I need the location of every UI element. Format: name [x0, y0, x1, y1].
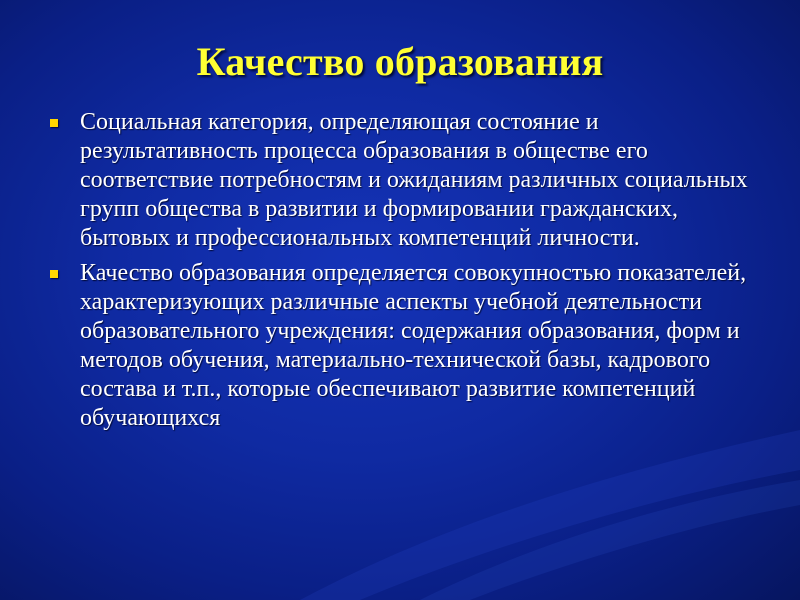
bullet-list — [44, 108, 764, 439]
slide-title: Качество образования — [196, 39, 604, 84]
bullet-text: Качество образования определяется совокупностью показателей, характеризующих различные аспекты учебной деятельности образовательного учреждения: содержания образования, форм и методов обучения, материально-технической базы, кадрового состава и т.п., которые обеспечивают развитие компетенций обучающихся — [80, 260, 747, 431]
bullet-text: Социальная категория, определяющая состояние и результативность процесса образования в обществе его соответствие потребностям и ожиданиям различных социальных групп общества в развитии и формировании гражданских, бытовых и профессиональных компетенций личности. — [80, 109, 748, 251]
bullet-item — [44, 259, 764, 433]
bullet-item — [44, 108, 764, 253]
square-bullet-icon — [50, 119, 58, 127]
square-bullet-icon — [50, 270, 58, 278]
